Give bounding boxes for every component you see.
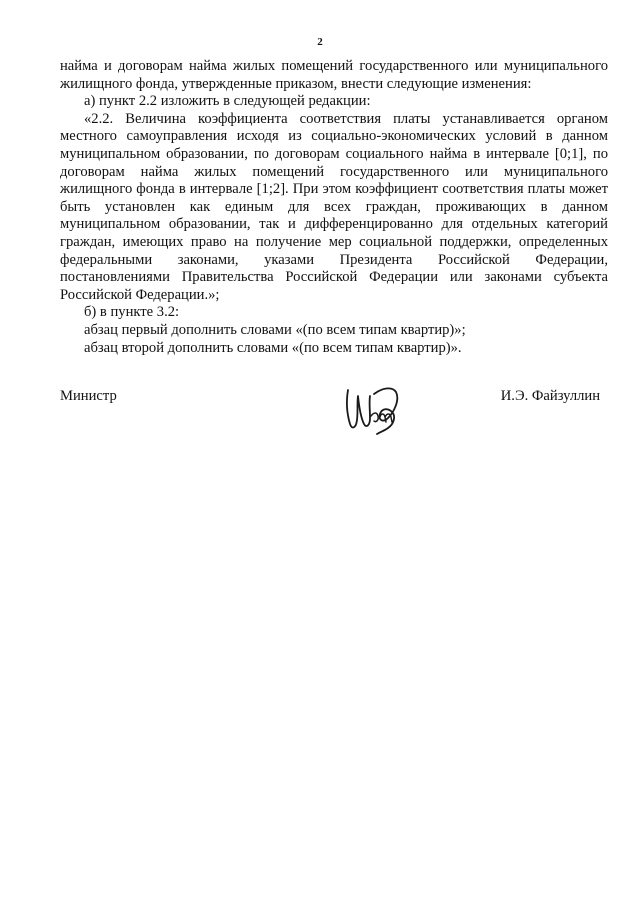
paragraph-quoted-2-2: «2.2. Величина коэффициента соответствия платы устанавливается органом местного самоуправления исходя из социально-экономических условий в данном муниципальном образовании, по договорам социального найма в интервале [0;1], по договорам найма жилых помещений государственного или муниципального жилищного фонда в интервале [1;2]. При этом коэффициент соответствия платы может быть установлен как единым для всех граждан, проживающих в данном муниципальном образовании, так и дифференцированно для отдельных категорий граждан, имеющих право на получение мер социальной поддержки, определенных федеральными законами, указами Президента Российской Федерации, постановлениями Правительства Российской Федерации или законами субъекта Российской Федерации.»; [60,110,608,303]
signer-position: Министр [60,388,117,404]
document-body [60,58,608,357]
page-number: 2 [317,36,323,48]
paragraph-second-abzac: абзац второй дополнить словами «(по всем типам квартир)». [84,339,462,356]
paragraph-intro: найма и договорам найма жилых помещений государственного или муниципального жилищного фонда, утвержденные приказом, внести следующие изменения: [60,58,608,92]
signer-name: И.Э. Файзуллин [500,388,600,404]
handwritten-signature [340,378,402,436]
paragraph-item-b: б) в пункте 3.2: [84,304,180,321]
paragraph-item-a: а) пункт 2.2 изложить в следующей редакции: [84,93,371,110]
paragraph-first-abzac: абзац первый дополнить словами «(по всем типам квартир)»; [84,321,466,338]
signature-block [60,378,600,448]
